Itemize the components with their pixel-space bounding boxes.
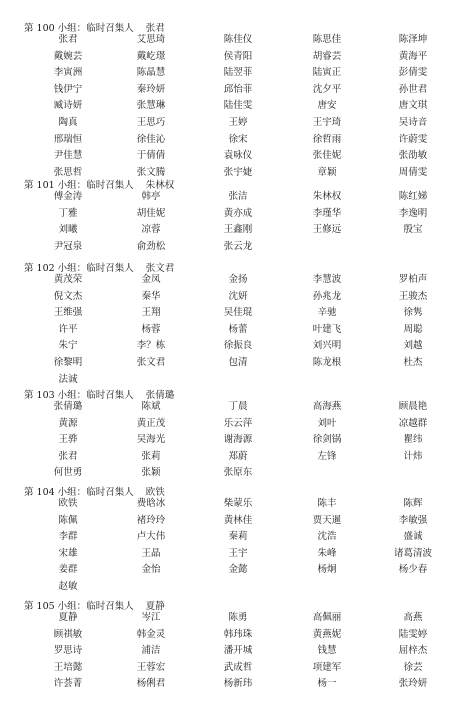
member-name: 褚玲玲 [136,514,166,526]
member-name: 徐宋 [228,133,248,145]
member-name: 黄亦成 [223,207,253,219]
group-number: 第 102 小组： [24,263,87,274]
group-header [24,601,165,612]
member-name: 徐振良 [223,340,253,352]
member-name: 徐剑锅 [312,434,342,446]
member-name: 杨俐君 [136,678,166,690]
convener-name: 夏静 [145,601,165,612]
member-name: 王翔 [141,307,161,319]
member-name: 罗柏声 [398,274,428,285]
member-name: 杨少春 [398,564,428,576]
member-name: 王蓉宏 [136,661,166,673]
member-name: 章颖 [317,166,337,178]
member-name: 张慧琳 [136,100,166,112]
member-name: 法诚 [58,373,78,385]
convener-label: 临时召集人 [86,263,134,274]
member-name: 王骅 [58,434,78,446]
member-name: 陈红娣 [398,191,428,202]
member-name: 朱宁 [58,340,78,352]
member-name: 邢瑞恒 [53,133,83,145]
member-name: 黄茂荣 [53,274,83,285]
member-name: 金凤 [141,274,161,285]
member-name: 李？栋 [136,340,166,352]
member-name: 于倩倩 [136,150,166,162]
member-name: 沈浩 [317,531,337,543]
member-name: 潘开城 [223,645,253,657]
member-name: 金懿 [228,564,248,576]
member-name: 王婷 [228,117,248,128]
member-name: 陈晶慧 [136,67,166,79]
member-name: 陆寅正 [312,67,342,79]
member-name: 刘越 [403,340,423,352]
group-header [24,263,174,274]
group-number: 第 101 小组： [24,180,87,191]
member-name: 张思哲 [53,166,83,178]
member-name: 陈勇 [228,612,248,623]
member-name: 徐佳沁 [136,133,166,145]
group-number: 第 105 小组： [24,601,87,612]
member-name: 朱峰 [317,547,337,559]
member-name: 丁晨 [228,401,248,412]
member-name: 张原东 [223,467,253,479]
member-name: 黄林佳 [223,514,253,526]
member-name: 陆雯婷 [398,628,428,640]
member-name: 秦华 [141,290,161,302]
member-name: 武成哲 [223,661,253,673]
member-name: 黄海平 [398,50,428,62]
member-name: 陈佳仪 [223,34,253,45]
member-name: 屈梓杰 [398,645,428,657]
convener-label: 临时召集人 [86,180,134,191]
member-name: 彭倩雯 [398,67,428,79]
member-name: 胡睿芸 [312,50,342,62]
member-name: 卢大伟 [136,531,166,543]
member-name: 黄正茂 [136,417,166,429]
member-name: 孙兆龙 [312,290,342,302]
member-name: 郑蔚 [228,450,248,462]
member-name: 吴海光 [136,434,166,446]
member-name: 吴诗音 [398,117,428,128]
member-name: 张君 [58,34,78,45]
member-name: 高燕 [403,612,423,623]
member-name: 贾天暹 [312,514,342,526]
convener-name: 张文君 [145,263,175,274]
member-name: 倪文杰 [53,290,83,302]
convener-label: 临时召集人 [86,390,134,401]
member-name: 戴婉芸 [53,50,83,62]
member-name: 乐云萍 [223,417,253,429]
member-name: 岑江 [141,612,161,623]
member-name: 傅金涛 [53,191,83,202]
member-name: 沈妍 [228,290,248,302]
member-name: 罗思诗 [53,645,83,657]
convener-name: 张君 [145,23,165,34]
member-name: 顾祺敏 [53,628,83,640]
member-name: 陈丰 [317,498,337,509]
member-name: 张云龙 [223,240,253,252]
convener-label: 临时召集人 [86,487,134,498]
group-header [24,390,174,401]
member-name: 计炜 [403,450,423,462]
member-name: 韩金灵 [136,628,166,640]
member-name: 沈夕平 [312,83,342,95]
member-name: 陈辉 [403,498,423,509]
member-name: 左锋 [317,450,337,462]
member-name: 陈佩 [58,514,78,526]
member-name: 陈思佳 [312,34,342,45]
member-name: 尹冠泉 [53,240,83,252]
member-name: 王宇琦 [312,117,342,128]
convener-label: 临时召集人 [86,601,134,612]
convener-name: 张倩璐 [145,390,175,401]
member-name: 丁雅 [58,207,78,219]
member-name: 许荟菁 [53,678,83,690]
member-name: 许蔚雯 [398,133,428,145]
group-header [24,180,174,191]
convener-label: 临时召集人 [86,23,134,34]
member-name: 辛驰 [317,307,337,319]
member-name: 高海燕 [312,401,342,412]
member-name: 张颖 [141,467,161,479]
member-name: 韩亭 [141,191,161,202]
member-name: 陆翌菲 [223,67,253,79]
member-name: 艾思琦 [136,34,166,45]
member-name: 臧诗妍 [53,100,83,112]
member-name: 袁咏仪 [223,150,253,162]
member-name: 张君 [58,450,78,462]
member-name: 徐黎明 [53,357,83,368]
group-header [24,487,165,498]
member-name: 李敏强 [398,514,428,526]
member-name: 叶建飞 [312,323,342,335]
member-name: 李寅洲 [53,67,83,79]
group-number: 第 104 小组： [24,487,87,498]
member-name: 李群 [58,531,78,543]
member-name: 项建军 [312,661,342,673]
member-name: 唐文琪 [398,100,428,112]
group-number: 第 103 小组： [24,390,87,401]
member-name: 浦洁 [141,645,161,657]
member-name: 朱林权 [312,191,342,202]
member-name: 瞿纬 [403,434,423,446]
member-name: 秦莉 [228,531,248,543]
member-name: 黄源 [58,417,78,429]
member-name: 俞劲松 [136,240,166,252]
member-name: 李逸明 [398,207,428,219]
group-header [24,23,165,34]
member-name: 殷宝 [403,224,423,236]
member-name: 徐芸 [403,661,423,673]
member-name: 王晶 [141,547,161,559]
member-name: 侯青阳 [223,50,253,62]
member-name: 王宇 [228,547,248,559]
member-name: 姜群 [58,564,78,576]
member-name: 王修远 [312,224,342,236]
member-name: 凉越群 [398,417,428,429]
member-name: 包清 [228,357,248,368]
member-name: 张佳妮 [312,150,342,162]
member-name: 欧铁 [58,498,78,509]
member-name: 王骏杰 [398,290,428,302]
member-name: 韩玮珠 [223,628,253,640]
member-name: 谢海源 [223,434,253,446]
group-number: 第 100 小组： [24,23,87,34]
member-name: 高佩丽 [312,612,342,623]
member-name: 唐安 [317,100,337,112]
member-name: 张文君 [136,357,166,368]
member-name: 费晗冰 [136,498,166,509]
member-name: 王维强 [53,307,83,319]
member-name: 杨炯 [317,564,337,576]
member-name: 张莉 [141,450,161,462]
member-name: 张劭敏 [398,150,428,162]
member-name: 杨新玮 [223,678,253,690]
member-name: 夏静 [58,612,78,623]
member-name: 金扬 [228,274,248,285]
member-name: 陶真 [58,117,78,128]
member-name: 杨蓉 [141,323,161,335]
member-name: 张文腾 [136,166,166,178]
member-name: 陈泽坤 [398,34,428,45]
member-name: 陈斌 [141,401,161,412]
member-name: 杨蕾 [228,323,248,335]
member-name: 杜杰 [403,357,423,368]
member-name: 柴蒙乐 [223,498,253,509]
member-name: 王培懿 [53,661,83,673]
member-name: 李慧波 [312,274,342,285]
member-name: 钱慧 [317,645,337,657]
member-name: 周聪 [403,323,423,335]
member-name: 吴佳琨 [223,307,253,319]
convener-name: 朱林权 [145,180,175,191]
member-name: 张玲妍 [398,678,428,690]
member-name: 秦玲妍 [136,83,166,95]
member-name: 许平 [58,323,78,335]
member-name: 张宇婕 [223,166,253,178]
member-name: 孙世君 [398,83,428,95]
member-name: 金怡 [141,564,161,576]
member-name: 李瑾华 [312,207,342,219]
member-name: 王鑫刚 [223,224,253,236]
member-name: 周倩雯 [398,166,428,178]
member-name: 凉蓉 [141,224,161,236]
member-name: 宋雄 [58,547,78,559]
member-name: 尹佳慧 [53,150,83,162]
member-name: 戴屹璟 [136,50,166,62]
member-name: 邱怡菲 [223,83,253,95]
member-name: 黄燕妮 [312,628,342,640]
member-name: 陈龙根 [312,357,342,368]
member-name: 盛诚 [403,531,423,543]
member-name: 刘兴明 [312,340,342,352]
member-name: 何世勇 [53,467,83,479]
member-name: 徐隽 [403,307,423,319]
member-name: 杨一 [317,678,337,690]
member-name: 刘曦 [58,224,78,236]
member-name: 赵敏 [58,581,78,592]
convener-name: 欧铁 [145,487,165,498]
member-name: 诸葛清波 [393,547,433,559]
member-name: 张倩璐 [53,401,83,412]
member-name: 王思巧 [136,117,166,128]
member-name: 张洁 [228,191,248,202]
member-name: 徐哲雨 [312,133,342,145]
member-name: 胡佳妮 [136,207,166,219]
member-name: 刘叶 [317,417,337,429]
member-name: 陆佳雯 [223,100,253,112]
member-name: 顾晨艳 [398,401,428,412]
member-name: 钱伊宁 [53,83,83,95]
